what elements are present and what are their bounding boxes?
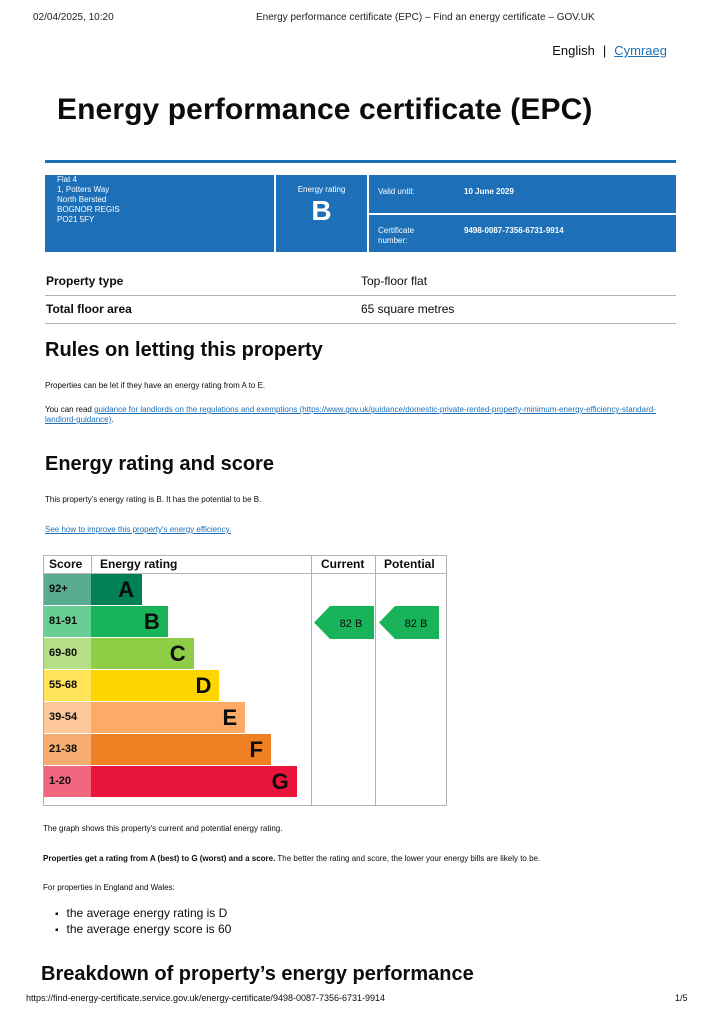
address-line: Flat 4 bbox=[57, 175, 78, 184]
guidance-prefix: You can read bbox=[45, 405, 95, 414]
band-score-d: 55-68 bbox=[44, 670, 91, 701]
language-separator: | bbox=[602, 43, 607, 58]
language-switcher bbox=[552, 43, 667, 58]
band-score-f: 21-38 bbox=[44, 734, 91, 765]
band-score-b: 81-91 bbox=[44, 606, 91, 637]
chart-column-rule bbox=[375, 556, 376, 805]
title-divider bbox=[45, 160, 676, 163]
rating-heading: Energy rating and score bbox=[45, 453, 274, 475]
band-bar-d: D bbox=[91, 670, 219, 701]
improve-efficiency-link[interactable]: See how to improve this property's energy efficiency. bbox=[45, 525, 232, 534]
chart-header-score: Score bbox=[49, 557, 83, 571]
potential-rating-arrow-label: 82 B bbox=[404, 618, 428, 630]
chart-header-current: Current bbox=[321, 557, 365, 571]
band-bar-f: F bbox=[91, 734, 271, 765]
chart-header-rating: Energy rating bbox=[100, 557, 178, 571]
current-rating-arrow-label: 82 B bbox=[339, 618, 363, 630]
england-wales-label: For properties in England and Wales: bbox=[43, 883, 175, 892]
print-datetime: 02/04/2025, 10:20 bbox=[33, 12, 114, 23]
energy-rating-label: Energy rating bbox=[297, 185, 346, 194]
energy-rating-chart bbox=[43, 555, 447, 806]
guidance-link[interactable]: guidance for landlords on the regulations and exemptions (https://www.gov.uk/guidance/domestic-private-rented-property-minimum-energy-efficiency-standard-landlord-guidance) bbox=[45, 405, 656, 424]
rating-text: This property's energy rating is B. It has the potential to be B. bbox=[45, 495, 262, 504]
band-score-e: 39-54 bbox=[44, 702, 91, 733]
epc-summary-panel bbox=[45, 175, 676, 252]
floor-area-label: Total floor area bbox=[46, 302, 132, 316]
band-bar-a: A bbox=[91, 574, 142, 605]
list-item: ▪ the average energy score is 60 bbox=[55, 922, 231, 938]
certificate-label: number: bbox=[378, 236, 408, 245]
footer-url: https://find-energy-certificate.service.gov.uk/energy-certificate/9498-0087-7356-6731-9914 bbox=[26, 993, 386, 1003]
certificate-label: Certificate bbox=[378, 226, 415, 235]
band-bar-b: B bbox=[91, 606, 168, 637]
panel-divider bbox=[369, 213, 676, 215]
chart-header-potential: Potential bbox=[384, 557, 435, 571]
address-line: 1, Potters Way bbox=[57, 185, 110, 194]
property-type-row bbox=[45, 268, 676, 296]
potential-rating-arrow bbox=[379, 606, 441, 639]
band-score-c: 69-80 bbox=[44, 638, 91, 669]
language-welsh-link[interactable]: Cymraeg bbox=[614, 43, 667, 58]
page-title: Energy performance certificate (EPC) bbox=[57, 93, 593, 126]
property-type-label: Property type bbox=[46, 274, 124, 288]
certificate-number: 9498-0087-7356-6731-9914 bbox=[464, 226, 564, 235]
page-number: 1/5 bbox=[675, 993, 688, 1003]
band-bar-e: E bbox=[91, 702, 245, 733]
energy-rating-letter: B bbox=[311, 195, 332, 226]
chart-column-rule bbox=[91, 556, 92, 574]
breakdown-heading: Breakdown of property’s energy performance bbox=[41, 963, 474, 985]
band-score-a: 92+ bbox=[44, 574, 91, 605]
address-line: PO21 5FY bbox=[57, 215, 95, 224]
valid-until-date: 10 June 2029 bbox=[464, 187, 514, 196]
letting-heading: Rules on letting this property bbox=[45, 339, 323, 361]
print-page-title: Energy performance certificate (EPC) – Find an energy certificate – GOV.UK bbox=[256, 12, 595, 23]
floor-area-value: 65 square metres bbox=[361, 302, 455, 316]
band-score-g: 1-20 bbox=[44, 766, 91, 797]
guidance-suffix: . bbox=[111, 415, 114, 424]
property-type-value: Top-floor flat bbox=[361, 274, 428, 288]
letting-text: Properties can be let if they have an energy rating from A to E. bbox=[45, 381, 266, 390]
graph-note: The graph shows this property's current and potential energy rating. bbox=[43, 824, 283, 833]
rating-explanation-bold: Properties get a rating from A (best) to G (worst) and a score. bbox=[43, 854, 276, 863]
chart-column-rule bbox=[311, 556, 312, 805]
rating-explanation bbox=[43, 854, 540, 864]
address-line: BOGNOR REGIS bbox=[57, 205, 120, 214]
band-bar-g: G bbox=[91, 766, 297, 797]
list-item: ▪ the average energy rating is D bbox=[55, 906, 231, 922]
rating-explanation-rest: The better the rating and score, the lower your energy bills are likely to be. bbox=[275, 854, 541, 863]
current-rating-arrow bbox=[314, 606, 376, 639]
language-english: English bbox=[552, 43, 595, 58]
letting-guidance bbox=[45, 405, 660, 425]
valid-until-label: Valid until: bbox=[378, 187, 415, 196]
floor-area-row bbox=[45, 296, 676, 324]
address-line: North Bersted bbox=[57, 195, 107, 204]
averages-list bbox=[55, 906, 231, 938]
band-bar-c: C bbox=[91, 638, 194, 669]
address-block bbox=[57, 175, 120, 225]
